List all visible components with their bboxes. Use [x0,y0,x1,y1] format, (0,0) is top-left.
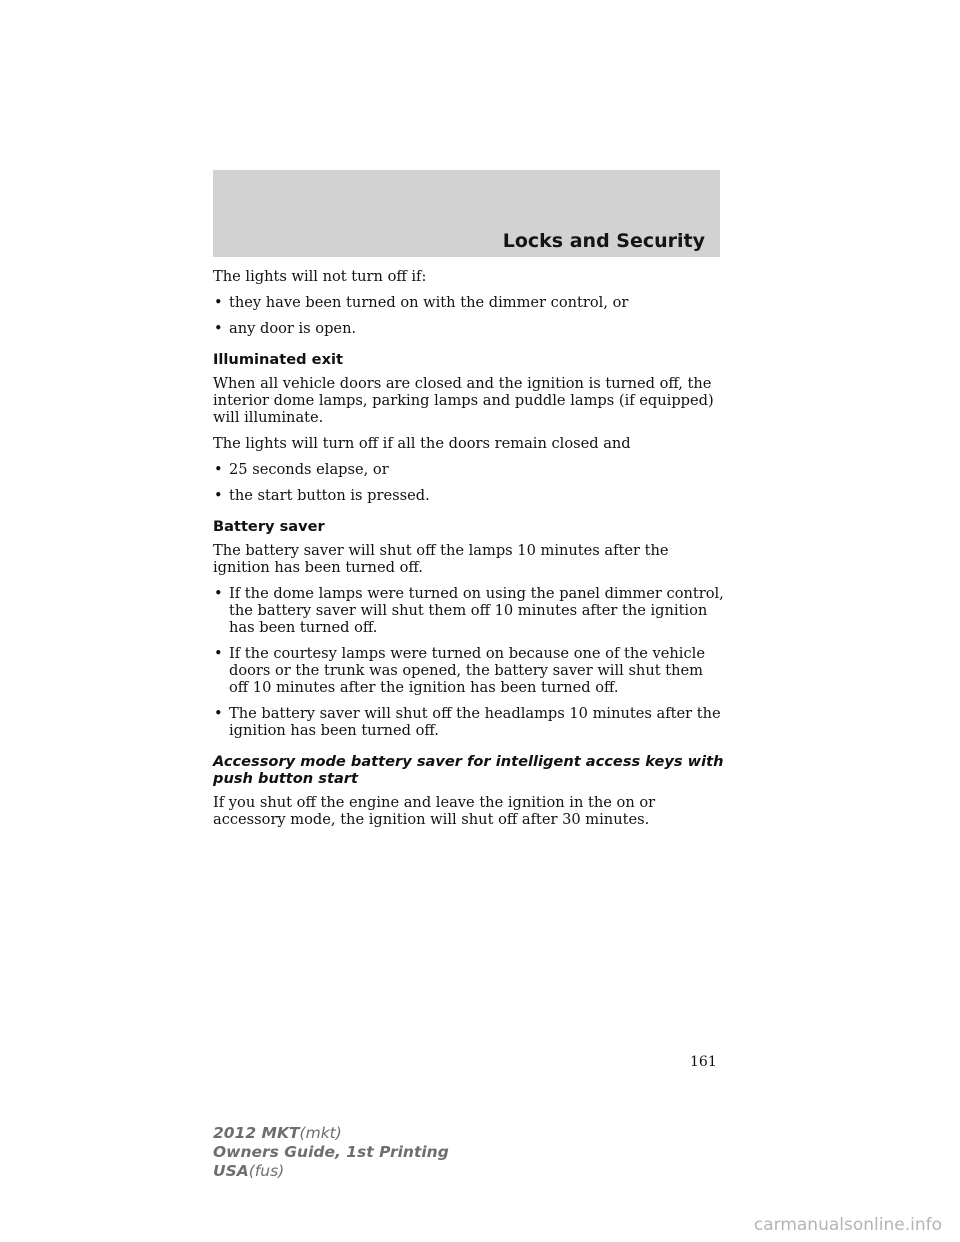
lights-not-off-list [213,294,725,337]
section-title: Locks and Security [502,230,705,252]
list-item: • If the courtesy lamps were turned on because one of the vehicle doors or the trunk was opened, the battery saver will shut them off 10 minutes after the ignition has been turned off. [214,645,705,696]
footer-guide: Owners Guide, 1st Printing [213,1143,449,1161]
accessory-mode-heading: Accessory mode battery saver for intelligent access keys with push button start [213,753,724,787]
illuminated-exit-heading: Illuminated exit [213,351,343,368]
footer-model-line [213,1124,449,1143]
list-item: • The battery saver will shut off the headlamps 10 minutes after the ignition has been turned off. [214,705,721,739]
list-item: • the start button is pressed. [214,487,430,504]
footer-guide-line [213,1143,449,1162]
page-content [213,268,725,837]
battery-saver-list [213,585,725,739]
lights-not-off-intro: The lights will not turn off if: [213,268,427,285]
illuminated-exit-turn-off: The lights will turn off if all the doors remain closed and [213,435,631,452]
bullet-icon: • [214,487,223,504]
bullet-icon: • [214,461,223,478]
footer-market-code: (fus) [248,1162,285,1180]
illuminated-exit-list [213,461,725,504]
list-item: • If the dome lamps were turned on using the panel dimmer control, the battery saver will shut them off 10 minutes after the ignition has been turned off. [214,585,724,636]
list-item: • they have been turned on with the dimmer control, or [214,294,629,311]
footer-market-line [213,1162,449,1181]
watermark: carmanualsonline.info [753,1215,942,1235]
document-footer [213,1124,449,1181]
footer-market: USA [213,1162,249,1180]
battery-saver-heading: Battery saver [213,518,325,535]
battery-saver-body: The battery saver will shut off the lamps 10 minutes after the ignition has been turned off. [213,542,669,576]
list-item: • any door is open. [214,320,357,337]
bullet-icon: • [214,320,223,337]
list-item: • 25 seconds elapse, or [214,461,389,478]
illuminated-exit-body: When all vehicle doors are closed and the ignition is turned off, the interior dome lamps, parking lamps and puddle lamps (if equipped) will illuminate. [213,375,714,426]
bullet-icon: • [214,705,223,722]
section-header-band [213,170,720,257]
bullet-icon: • [214,585,223,602]
footer-model-code: (mkt) [299,1124,342,1142]
page-number: 161 [690,1054,717,1070]
footer-model: 2012 MKT [213,1124,300,1142]
bullet-icon: • [214,645,223,662]
bullet-icon: • [214,294,223,311]
accessory-mode-body: If you shut off the engine and leave the ignition in the on or accessory mode, the ignition will shut off after 30 minutes. [213,794,656,828]
